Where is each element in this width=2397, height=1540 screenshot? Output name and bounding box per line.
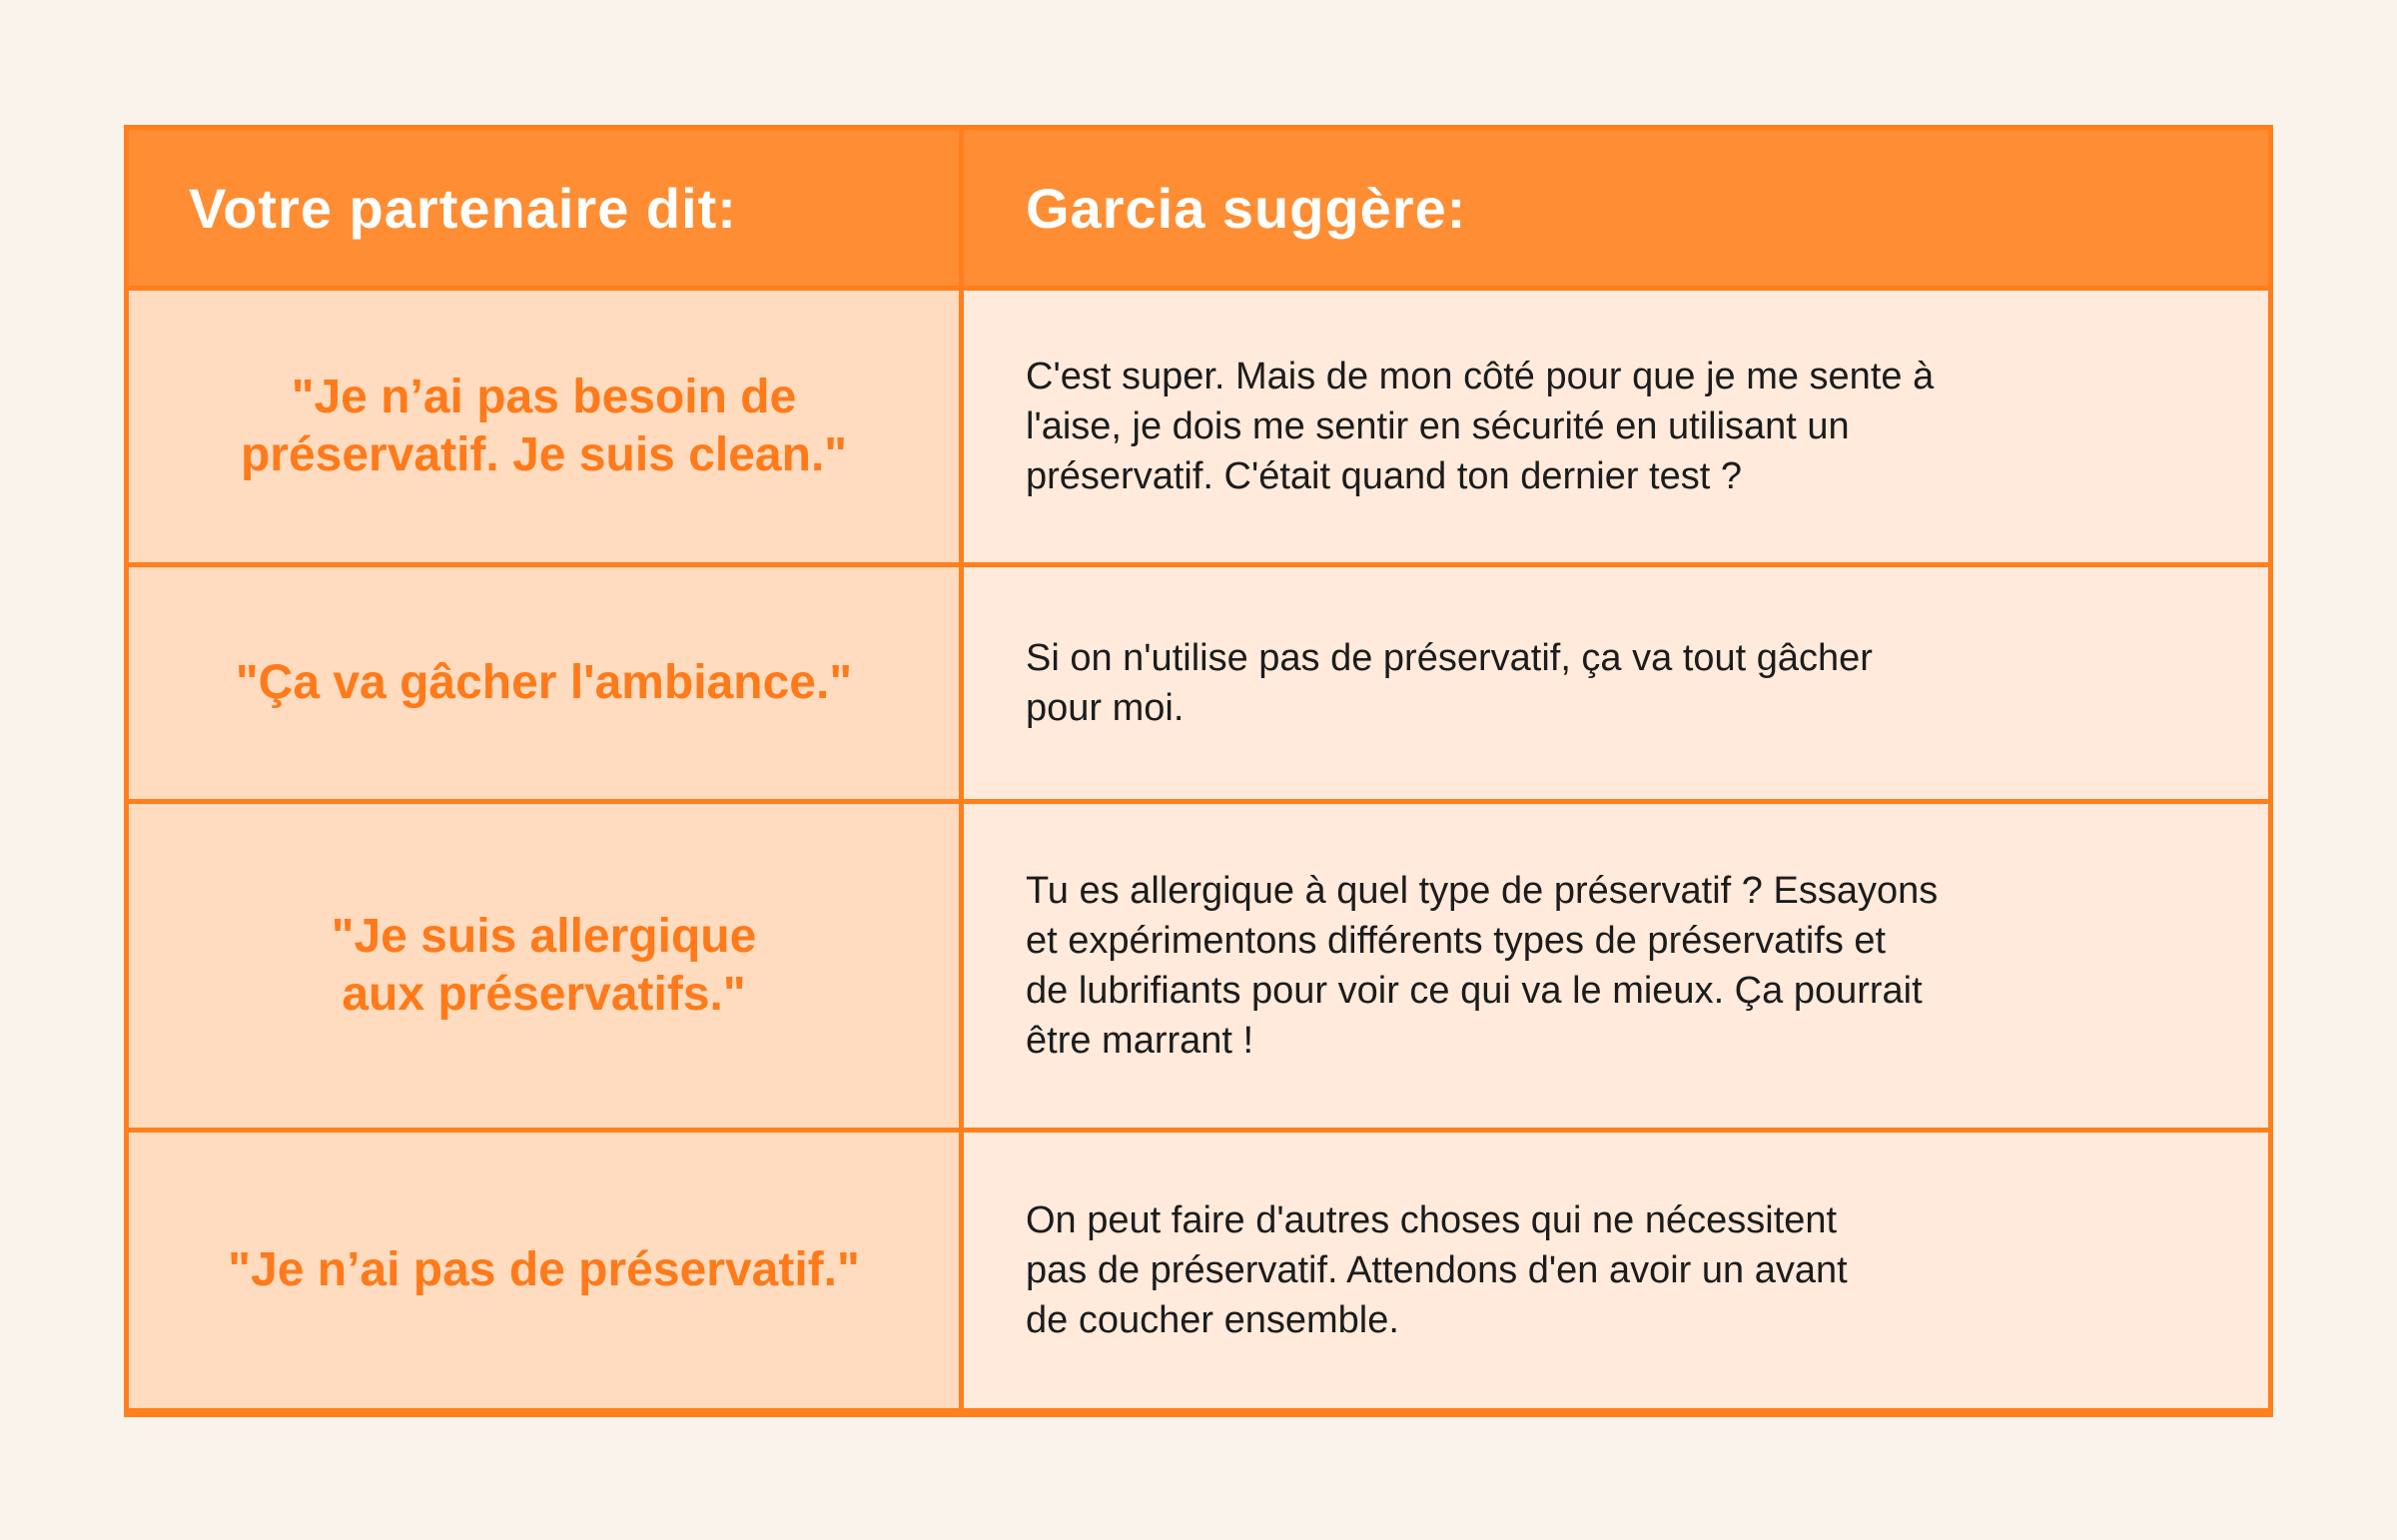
header-partner-says-label: Votre partenaire dit:	[189, 176, 737, 240]
partner-quote-cell	[129, 291, 959, 562]
suggestion-text: On peut faire d'autres choses qui ne nécessitent pas de préservatif. Attendons d'en avoir un avant de coucher ensemble.	[1026, 1199, 1848, 1341]
suggestion-cell	[964, 804, 2268, 1128]
partner-quote: "Je suis allergique aux préservatifs."	[331, 910, 757, 1021]
advice-table	[124, 125, 2273, 1417]
header-partner-says	[129, 130, 959, 286]
suggestion-text: Si on n'utilise pas de préservatif, ça va tout gâcher pour moi.	[1026, 637, 1873, 729]
partner-quote-cell	[129, 567, 959, 799]
header-garcia-suggests	[964, 130, 2268, 286]
suggestion-text: C'est super. Mais de mon côté pour que je me sente à l'aise, je dois me sentir en sécurité en utilisant un préservatif. C'était quand ton dernier test ?	[1026, 356, 1935, 497]
partner-quote-cell	[129, 1133, 959, 1408]
partner-quote: "Je n’ai pas de préservatif."	[228, 1243, 860, 1296]
partner-quote: "Je n’ai pas besoin de préservatif. Je suis clean."	[240, 371, 848, 481]
suggestion-cell	[964, 1133, 2268, 1408]
header-garcia-suggests-label: Garcia suggère:	[1026, 176, 1467, 240]
partner-quote-cell	[129, 804, 959, 1128]
suggestion-text: Tu es allergique à quel type de préservatif ? Essayons et expérimentons différents types de préservatifs et de lubrifiants pour voir ce qui va le mieux. Ça pourrait être marrant !	[1026, 870, 1939, 1062]
suggestion-cell	[964, 567, 2268, 799]
partner-quote: "Ça va gâcher l'ambiance."	[235, 656, 853, 709]
suggestion-cell	[964, 291, 2268, 562]
